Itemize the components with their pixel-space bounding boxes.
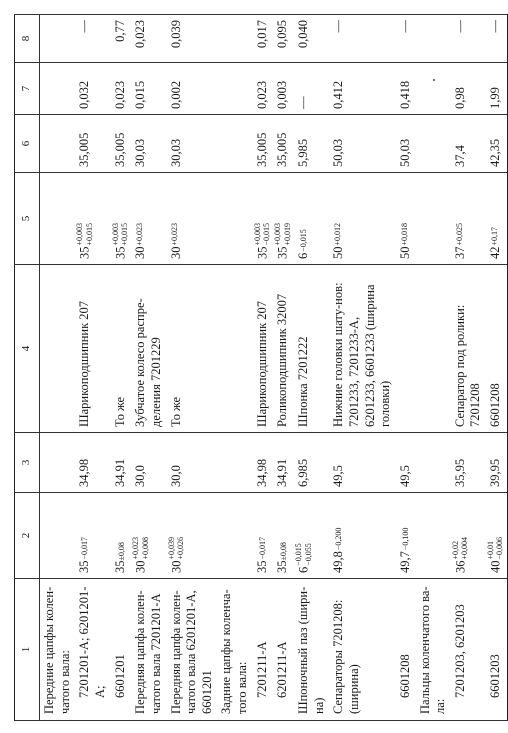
cell-part-size bbox=[131, 493, 166, 579]
cell-mating-size bbox=[273, 173, 294, 265]
cell-part-name bbox=[329, 579, 396, 721]
cell-mating-part bbox=[253, 265, 274, 433]
cell-value: 37,4 bbox=[452, 145, 467, 167]
tolerance-plusminus: ±0,08 bbox=[279, 542, 289, 561]
cell-value: — bbox=[397, 20, 412, 33]
cell-value: 0,77 bbox=[112, 20, 127, 42]
cell-mating-part bbox=[167, 265, 218, 433]
cell-part-name bbox=[111, 579, 132, 721]
cell-wear-limit bbox=[131, 15, 166, 63]
tolerance-stack bbox=[300, 229, 308, 252]
cell-mating-part bbox=[416, 265, 451, 433]
tolerance-upper: +0,17 bbox=[490, 226, 500, 246]
cell-part-size bbox=[217, 493, 252, 579]
cell-value: 6601208 bbox=[397, 654, 412, 698]
cell-mating-size bbox=[329, 173, 396, 265]
cell-part-size bbox=[486, 493, 507, 579]
cell-value: 35 bbox=[254, 560, 269, 573]
cell-value: 35,005 bbox=[275, 132, 290, 167]
tolerance-upper: +0,023 bbox=[170, 222, 180, 246]
cell-value: Сепараторы 7201208: (ширина) bbox=[331, 599, 362, 714]
cell-value: Задние цапфы коленча-того вала: bbox=[219, 589, 250, 714]
cell-value: 0,017 bbox=[254, 20, 269, 49]
table-row bbox=[167, 15, 218, 721]
cell-value: Шпоночный паз (шири-на) bbox=[296, 586, 326, 714]
cell-part-size bbox=[253, 493, 274, 579]
cell-wear-limit bbox=[451, 15, 486, 63]
table-row bbox=[75, 15, 110, 721]
cell-value: Нижние головки шату-нов: 7201233, 7201233-А, 6201233, 6601233 (ширина головки) bbox=[331, 282, 393, 427]
cell-part-actual bbox=[451, 433, 486, 493]
cell-part-name bbox=[40, 579, 76, 721]
cell-value: 30,03 bbox=[168, 138, 183, 167]
cell-gap bbox=[486, 63, 507, 115]
cell-part-actual bbox=[253, 433, 274, 493]
tolerance-table bbox=[14, 14, 508, 721]
cell-mating-actual bbox=[75, 115, 110, 173]
cell-value: — bbox=[296, 96, 311, 109]
tolerance-upper: +0,023 bbox=[135, 222, 145, 246]
cell-gap bbox=[131, 63, 166, 115]
cell-mating-part bbox=[111, 265, 132, 433]
cell-part-size bbox=[40, 493, 76, 579]
tolerance-stack bbox=[172, 223, 180, 246]
header-cell: 3 bbox=[15, 433, 40, 493]
tolerance-lower: +0,015 bbox=[119, 222, 129, 246]
cell-wear-limit bbox=[167, 15, 218, 63]
cell-gap bbox=[329, 63, 396, 115]
tolerance-lower: −0,100 bbox=[400, 527, 410, 551]
cell-mating-part bbox=[294, 265, 329, 433]
tolerance-stack bbox=[166, 536, 186, 560]
cell-gap bbox=[416, 63, 451, 115]
tolerance-upper: +0,012 bbox=[333, 222, 343, 246]
cell-value: 49,8 bbox=[331, 551, 346, 573]
tolerance-stack bbox=[399, 222, 410, 246]
cell-value: 35 bbox=[112, 246, 127, 259]
cell-wear-limit bbox=[75, 15, 110, 63]
cell-value: — bbox=[488, 20, 503, 33]
cell-mating-part bbox=[396, 265, 416, 433]
cell-mating-size bbox=[167, 173, 218, 265]
cell-part-size bbox=[111, 493, 132, 579]
cell-value: Шарикоподшипник 207 bbox=[254, 300, 269, 427]
tolerance-lower: −0,055 bbox=[303, 543, 313, 566]
cell-part-actual bbox=[131, 433, 166, 493]
cell-mating-actual bbox=[217, 115, 252, 173]
cell-value: 30 bbox=[168, 560, 183, 573]
cell-value: 0,023 bbox=[133, 20, 148, 49]
table-row bbox=[451, 15, 486, 721]
cell-value: 39,95 bbox=[488, 458, 503, 487]
cell-part-size bbox=[75, 493, 110, 579]
cell-value: 35 bbox=[77, 560, 92, 573]
cell-part-size bbox=[294, 493, 329, 579]
cell-value: 35,95 bbox=[452, 458, 467, 487]
cell-mating-actual bbox=[253, 115, 274, 173]
cell-value: 35 bbox=[275, 560, 290, 573]
table-body bbox=[40, 15, 508, 721]
cell-value: Шпонка 7201222 bbox=[296, 336, 311, 427]
cell-value: То же bbox=[112, 396, 127, 427]
header-cell: 1 bbox=[15, 579, 40, 721]
cell-value: 0,039 bbox=[168, 20, 183, 49]
cell-value: 0,98 bbox=[452, 87, 467, 109]
cell-mating-actual bbox=[329, 115, 396, 173]
header-cell: 7 bbox=[15, 63, 40, 115]
cell-value: 0,023 bbox=[254, 80, 269, 109]
tolerance-stack bbox=[296, 543, 313, 566]
cell-value: 30 bbox=[133, 246, 148, 259]
tolerance-stack bbox=[252, 222, 272, 246]
cell-part-actual bbox=[40, 433, 76, 493]
tolerance-upper: +0,02 bbox=[450, 540, 460, 560]
cell-part-name bbox=[396, 579, 416, 721]
cell-part-name bbox=[167, 579, 218, 721]
table-row bbox=[273, 15, 294, 721]
cell-gap bbox=[75, 63, 110, 115]
cell-part-size bbox=[416, 493, 451, 579]
cell-value: 50 bbox=[397, 246, 412, 259]
cell-mating-actual bbox=[486, 115, 507, 173]
tolerance-stack bbox=[275, 223, 292, 246]
cell-value: 30 bbox=[168, 246, 183, 259]
tolerance-lower: −0,200 bbox=[334, 527, 344, 551]
cell-mating-actual bbox=[416, 115, 451, 173]
cell-wear-limit bbox=[253, 15, 274, 63]
cell-value: Зубчатое колесо распре-деления 7201229 bbox=[133, 298, 163, 427]
cell-wear-limit bbox=[294, 15, 329, 63]
cell-value: 36 bbox=[453, 560, 468, 573]
tolerance-lower: −0,015 bbox=[262, 222, 272, 246]
cell-part-name bbox=[217, 579, 252, 721]
cell-part-size bbox=[273, 493, 294, 579]
table-row bbox=[40, 15, 76, 721]
tolerance-upper: +0,003 bbox=[110, 222, 120, 246]
cell-mating-actual bbox=[396, 115, 416, 173]
tolerance-lower: −0,006 bbox=[495, 536, 505, 560]
table-row bbox=[294, 15, 329, 721]
cell-value: 0,040 bbox=[296, 20, 311, 49]
cell-mating-part bbox=[75, 265, 110, 433]
cell-value: 35 bbox=[77, 246, 92, 259]
tolerance-stack bbox=[450, 536, 470, 560]
cell-value: Передние цапфы колен-чатого вала: bbox=[42, 586, 72, 714]
cell-value: Передняя цапфа колен-чатого вала 7201201-А bbox=[133, 590, 163, 714]
tolerance-stack bbox=[259, 537, 267, 560]
table-row bbox=[217, 15, 252, 721]
cell-mating-size bbox=[40, 173, 76, 265]
header-cell: 6 bbox=[15, 115, 40, 173]
cell-value: 1,99 bbox=[488, 87, 503, 109]
cell-mating-actual bbox=[131, 115, 166, 173]
cell-mating-size bbox=[253, 173, 274, 265]
header-cell: 5 bbox=[15, 173, 40, 265]
cell-value: 35 bbox=[275, 246, 290, 259]
cell-value: Роликоподшипник 32007 bbox=[275, 293, 290, 427]
cell-part-actual bbox=[273, 433, 294, 493]
cell-value: 34,91 bbox=[112, 458, 127, 487]
cell-wear-limit bbox=[40, 15, 76, 63]
cell-mating-size bbox=[416, 173, 451, 265]
cell-value: 50 bbox=[331, 246, 346, 259]
cell-value: 34,91 bbox=[275, 458, 290, 487]
tolerance-stack bbox=[488, 537, 505, 560]
cell-value: 6,985 bbox=[296, 458, 311, 487]
table-row bbox=[329, 15, 396, 721]
table-row bbox=[486, 15, 507, 721]
cell-value: 0,023 bbox=[112, 80, 127, 109]
cell-part-name bbox=[131, 579, 166, 721]
cell-value: 35 bbox=[112, 560, 127, 573]
cell-value: — bbox=[331, 20, 346, 33]
cell-value: 6 bbox=[296, 252, 311, 259]
cell-gap bbox=[111, 63, 132, 115]
cell-mating-actual bbox=[273, 115, 294, 173]
cell-gap bbox=[253, 63, 274, 115]
tolerance-upper: +0,003 bbox=[75, 222, 85, 246]
tolerance-stack bbox=[335, 528, 343, 551]
cell-part-name bbox=[75, 579, 110, 721]
cell-value: 6601208 bbox=[488, 383, 503, 427]
cell-wear-limit bbox=[111, 15, 132, 63]
cell-value: Сепаратор под ролики: 7201208 bbox=[452, 304, 483, 427]
tolerance-stack bbox=[81, 537, 89, 560]
cell-value: 50,03 bbox=[397, 138, 412, 167]
cell-mating-actual bbox=[294, 115, 329, 173]
cell-part-name bbox=[294, 579, 329, 721]
cell-mating-part bbox=[329, 265, 396, 433]
cell-value: 0,003 bbox=[275, 80, 290, 109]
cell-part-size bbox=[451, 493, 486, 579]
cell-mating-size bbox=[396, 173, 416, 265]
cell-value: 35,005 bbox=[254, 132, 269, 167]
cell-value: 7201211-А bbox=[254, 641, 269, 698]
tolerance-upper: +0,018 bbox=[399, 222, 409, 246]
tolerance-lower: +0,004 bbox=[460, 536, 470, 560]
cell-value: 42 bbox=[488, 246, 503, 259]
cell-part-actual bbox=[486, 433, 507, 493]
table-row bbox=[111, 15, 132, 721]
cell-value: 35,005 bbox=[77, 132, 92, 167]
cell-part-actual bbox=[416, 433, 451, 493]
cell-value: Передняя цапфа колен-чатого вала 6201201-А, 6601201 bbox=[168, 590, 214, 714]
cell-value: 0,032 bbox=[77, 80, 92, 109]
cell-value: 30 bbox=[133, 560, 148, 573]
cell-value: Пальцы коленчатого ва-ла: bbox=[417, 586, 448, 714]
cell-part-size bbox=[167, 493, 218, 579]
tolerance-upper: +0,003 bbox=[252, 222, 262, 246]
tolerance-upper: +0,023 bbox=[131, 536, 141, 560]
cell-gap bbox=[40, 63, 76, 115]
cell-part-actual bbox=[167, 433, 218, 493]
cell-value: 5,985 bbox=[296, 138, 311, 167]
cell-wear-limit bbox=[273, 15, 294, 63]
cell-value: 0,015 bbox=[133, 80, 148, 109]
table-row bbox=[396, 15, 416, 721]
cell-mating-actual bbox=[167, 115, 218, 173]
cell-part-actual bbox=[217, 433, 252, 493]
cell-mating-part bbox=[273, 265, 294, 433]
header-row bbox=[15, 15, 40, 721]
cell-value: 30,0 bbox=[133, 465, 148, 487]
header-cell: 4 bbox=[15, 265, 40, 433]
cell-mating-actual bbox=[451, 115, 486, 173]
table-row bbox=[416, 15, 451, 721]
cell-part-actual bbox=[75, 433, 110, 493]
cell-value: То же bbox=[168, 396, 183, 427]
tolerance-lower: +0,026 bbox=[175, 536, 185, 560]
tolerance-lower: −0,017 bbox=[257, 536, 267, 560]
cell-part-size bbox=[329, 493, 396, 579]
cell-mating-size bbox=[486, 173, 507, 265]
cell-mating-size bbox=[111, 173, 132, 265]
cell-mating-size bbox=[451, 173, 486, 265]
cell-value: 6601201 bbox=[112, 654, 127, 698]
cell-part-name bbox=[451, 579, 486, 721]
cell-part-actual bbox=[111, 433, 132, 493]
table-row bbox=[131, 15, 166, 721]
cell-mating-size bbox=[294, 173, 329, 265]
cell-mating-actual bbox=[40, 115, 76, 173]
cell-value: 0,002 bbox=[168, 80, 183, 109]
tolerance-stack bbox=[110, 222, 130, 246]
tolerance-stack bbox=[137, 223, 145, 246]
header-cell: 8 bbox=[15, 15, 40, 63]
cell-mating-actual bbox=[111, 115, 132, 173]
cell-mating-part bbox=[217, 265, 252, 433]
cell-part-name bbox=[486, 579, 507, 721]
cell-value: 0,418 bbox=[397, 80, 412, 109]
cell-part-actual bbox=[396, 433, 416, 493]
cell-value: 42,35 bbox=[488, 138, 503, 167]
cell-value: 0,412 bbox=[331, 80, 346, 109]
cell-gap bbox=[217, 63, 252, 115]
cell-value: 50,03 bbox=[331, 138, 346, 167]
cell-wear-limit bbox=[329, 15, 396, 63]
cell-gap bbox=[273, 63, 294, 115]
header-cell: 2 bbox=[15, 493, 40, 579]
tolerance-lower: +0,015 bbox=[84, 222, 94, 246]
cell-value: 6201211-А bbox=[275, 641, 290, 698]
cell-value: 6 bbox=[296, 566, 311, 573]
tolerance-stack bbox=[77, 223, 94, 246]
cell-value: 49,5 bbox=[331, 465, 346, 487]
cell-part-name bbox=[273, 579, 294, 721]
cell-value: 0,095 bbox=[275, 20, 290, 49]
cell-value: 30,0 bbox=[168, 465, 183, 487]
cell-mating-part bbox=[451, 265, 486, 433]
cell-mating-size bbox=[131, 173, 166, 265]
cell-part-actual bbox=[294, 433, 329, 493]
cell-part-actual bbox=[329, 433, 396, 493]
cell-value: 35,005 bbox=[112, 132, 127, 167]
cell-wear-limit bbox=[396, 15, 416, 63]
cell-gap bbox=[294, 63, 329, 115]
tolerance-stack bbox=[133, 537, 150, 560]
cell-value: 37 bbox=[452, 246, 467, 259]
cell-value: 6601203 bbox=[488, 654, 503, 698]
cell-value: 40 bbox=[488, 560, 503, 573]
cell-value: 35 bbox=[254, 246, 269, 259]
tolerance-lower: +0,019 bbox=[282, 222, 292, 246]
cell-mating-part bbox=[486, 265, 507, 433]
tolerance-upper: +0,025 bbox=[454, 222, 464, 246]
tolerance-upper: +0,01 bbox=[486, 540, 496, 560]
tolerance-lower: +0,008 bbox=[140, 536, 150, 560]
cell-mating-part bbox=[40, 265, 76, 433]
cell-value: 49,5 bbox=[397, 465, 412, 487]
cell-value: Шарикоподшипник 207 bbox=[77, 300, 92, 427]
cell-value: 34,98 bbox=[254, 458, 269, 487]
tolerance-lower: −0,017 bbox=[80, 536, 90, 560]
cell-mating-part bbox=[131, 265, 166, 433]
tolerance-stack bbox=[335, 223, 343, 246]
cell-value: — bbox=[452, 20, 467, 33]
cell-wear-limit bbox=[486, 15, 507, 63]
tolerance-upper: +0,039 bbox=[166, 536, 176, 560]
scan-speck bbox=[433, 79, 435, 81]
cell-value: 7201201-А; 6201201-А; bbox=[77, 586, 107, 698]
tolerance-plusminus: ±0,08 bbox=[116, 542, 126, 561]
cell-value: — bbox=[77, 20, 92, 33]
cell-part-size bbox=[396, 493, 416, 579]
tolerance-upper: +0,003 bbox=[273, 222, 283, 246]
tolerance-lower: −0,015 bbox=[299, 229, 309, 252]
cell-value: 49,7 bbox=[397, 551, 412, 573]
tolerance-stack bbox=[402, 528, 410, 551]
cell-mating-size bbox=[217, 173, 252, 265]
cell-gap bbox=[396, 63, 416, 115]
table-row bbox=[253, 15, 274, 721]
cell-value: 34,98 bbox=[77, 458, 92, 487]
tolerance-stack bbox=[492, 227, 500, 246]
cell-gap bbox=[451, 63, 486, 115]
cell-wear-limit bbox=[217, 15, 252, 63]
cell-value: 7201203, 6201203 bbox=[452, 604, 467, 698]
cell-part-name bbox=[416, 579, 451, 721]
cell-value: 30,03 bbox=[133, 138, 148, 167]
cell-gap bbox=[167, 63, 218, 115]
cell-mating-size bbox=[75, 173, 110, 265]
tolerance-upper: −0,015 bbox=[294, 543, 304, 566]
cell-part-name bbox=[253, 579, 274, 721]
cell-wear-limit bbox=[416, 15, 451, 63]
tolerance-stack bbox=[454, 222, 465, 246]
